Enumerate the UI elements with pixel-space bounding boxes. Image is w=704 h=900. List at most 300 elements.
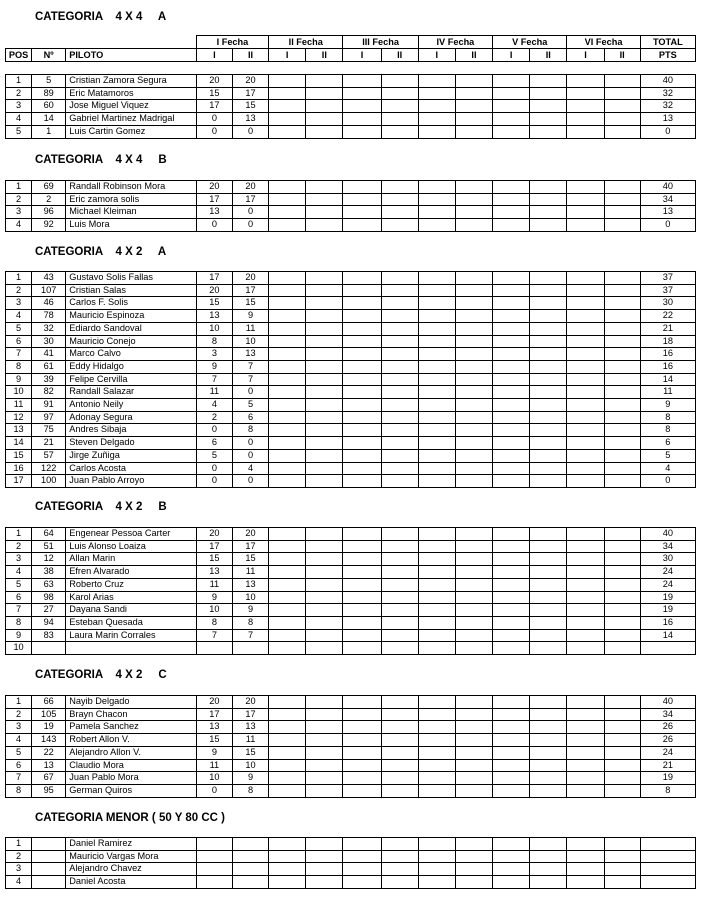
- driver-name-cell: Felipe Cervilla: [66, 373, 197, 386]
- fecha1-race2-cell: 20: [232, 272, 268, 285]
- position-cell: 5: [6, 746, 32, 759]
- empty-round-cell: [530, 75, 567, 88]
- empty-round-cell: [418, 75, 455, 88]
- empty-round-cell: [418, 206, 455, 219]
- empty-round-cell: [343, 591, 381, 604]
- empty-round-cell: [530, 708, 567, 721]
- fecha1-race2-cell: 7: [232, 629, 268, 642]
- empty-round-cell: [381, 553, 418, 566]
- driver-name-cell: Efren Alvarado: [66, 566, 197, 579]
- empty-round-cell: [418, 540, 455, 553]
- empty-round-cell: [306, 449, 343, 462]
- empty-round-cell: [455, 759, 492, 772]
- empty-round-cell: [604, 696, 640, 709]
- empty-round-cell: [269, 863, 306, 876]
- empty-round-cell: [343, 125, 381, 138]
- empty-round-cell: [381, 297, 418, 310]
- empty-round-cell: [381, 424, 418, 437]
- empty-round-cell: [493, 696, 530, 709]
- empty-round-cell: [455, 87, 492, 100]
- fecha1-race2-cell: [232, 850, 268, 863]
- fecha1-race1-cell: 15: [196, 87, 232, 100]
- empty-round-cell: [604, 360, 640, 373]
- empty-round-cell: [269, 272, 306, 285]
- empty-round-cell: [530, 696, 567, 709]
- empty-round-cell: [381, 125, 418, 138]
- total-points-cell: 21: [640, 322, 695, 335]
- table-row: [6, 348, 696, 361]
- driver-name-cell: Allan Marin: [66, 553, 197, 566]
- car-number-cell: 30: [32, 335, 66, 348]
- empty-round-cell: [418, 310, 455, 323]
- empty-round-cell: [306, 616, 343, 629]
- empty-round-cell: [418, 360, 455, 373]
- car-number-cell: 13: [32, 759, 66, 772]
- empty-round-cell: [418, 284, 455, 297]
- empty-round-cell: [530, 591, 567, 604]
- empty-round-cell: [604, 629, 640, 642]
- empty-round-cell: [269, 386, 306, 399]
- empty-round-cell: [269, 553, 306, 566]
- empty-round-cell: [306, 193, 343, 206]
- empty-round-cell: [455, 449, 492, 462]
- empty-round-cell: [530, 348, 567, 361]
- empty-round-cell: [567, 553, 604, 566]
- empty-round-cell: [306, 360, 343, 373]
- empty-round-cell: [493, 348, 530, 361]
- table-row: [6, 528, 696, 541]
- empty-round-cell: [381, 734, 418, 747]
- driver-name-cell: Carlos Acosta: [66, 462, 197, 475]
- fecha1-race1-cell: 8: [196, 616, 232, 629]
- empty-round-cell: [567, 181, 604, 194]
- empty-round-cell: [418, 113, 455, 126]
- empty-round-cell: [306, 437, 343, 450]
- driver-name-cell: Luis Cartin Gomez: [66, 125, 197, 138]
- empty-round-cell: [567, 125, 604, 138]
- fecha1-race1-cell: 17: [196, 100, 232, 113]
- empty-round-cell: [567, 386, 604, 399]
- empty-round-cell: [418, 604, 455, 617]
- empty-round-cell: [418, 193, 455, 206]
- table-row: [6, 322, 696, 335]
- empty-round-cell: [269, 87, 306, 100]
- empty-round-cell: [343, 449, 381, 462]
- empty-round-cell: [567, 876, 604, 889]
- empty-round-cell: [269, 734, 306, 747]
- position-cell: 8: [6, 784, 32, 797]
- empty-round-cell: [530, 850, 567, 863]
- empty-round-cell: [493, 360, 530, 373]
- total-points-cell: 32: [640, 100, 695, 113]
- driver-name-cell: Daniel Acosta: [66, 876, 197, 889]
- empty-round-cell: [530, 566, 567, 579]
- fecha1-race2-cell: 0: [232, 449, 268, 462]
- fecha1-race1-cell: 9: [196, 591, 232, 604]
- empty-round-cell: [269, 181, 306, 194]
- car-number-cell: [32, 876, 66, 889]
- empty-round-cell: [343, 553, 381, 566]
- car-number-cell: 38: [32, 566, 66, 579]
- car-number-cell: 2: [32, 193, 66, 206]
- empty-round-cell: [343, 437, 381, 450]
- empty-round-cell: [343, 721, 381, 734]
- empty-round-cell: [343, 386, 381, 399]
- empty-round-cell: [455, 113, 492, 126]
- category-title: CATEGORIA 4 X 4 B: [35, 154, 167, 166]
- header-round: II: [232, 49, 268, 62]
- empty-round-cell: [604, 578, 640, 591]
- empty-round-cell: [306, 348, 343, 361]
- empty-round-cell: [418, 322, 455, 335]
- fecha1-race1-cell: 2: [196, 411, 232, 424]
- empty-round-cell: [269, 125, 306, 138]
- empty-round-cell: [604, 528, 640, 541]
- fecha1-race1-cell: 0: [196, 462, 232, 475]
- empty-round-cell: [493, 181, 530, 194]
- empty-round-cell: [269, 373, 306, 386]
- fecha1-race2-cell: 15: [232, 746, 268, 759]
- results-table: [5, 527, 696, 655]
- empty-round-cell: [343, 734, 381, 747]
- table-row: [6, 784, 696, 797]
- fecha1-race1-cell: 13: [196, 206, 232, 219]
- empty-round-cell: [306, 310, 343, 323]
- position-cell: 9: [6, 373, 32, 386]
- position-cell: 13: [6, 424, 32, 437]
- fecha1-race2-cell: 17: [232, 540, 268, 553]
- empty-round-cell: [493, 322, 530, 335]
- empty-round-cell: [493, 759, 530, 772]
- empty-round-cell: [493, 125, 530, 138]
- empty-round-cell: [455, 629, 492, 642]
- fecha1-race1-cell: 0: [196, 475, 232, 488]
- fecha1-race1-cell: 17: [196, 708, 232, 721]
- empty-round-cell: [269, 876, 306, 889]
- empty-round-cell: [567, 759, 604, 772]
- empty-round-cell: [343, 100, 381, 113]
- driver-name-cell: Brayn Chacon: [66, 708, 197, 721]
- position-cell: 2: [6, 540, 32, 553]
- header-round: I: [343, 49, 381, 62]
- empty-round-cell: [604, 759, 640, 772]
- empty-round-cell: [455, 219, 492, 232]
- empty-round-cell: [418, 566, 455, 579]
- empty-round-cell: [604, 399, 640, 412]
- car-number-cell: 105: [32, 708, 66, 721]
- table-row: [6, 113, 696, 126]
- empty-round-cell: [269, 566, 306, 579]
- empty-round-cell: [343, 838, 381, 851]
- total-points-cell: 19: [640, 772, 695, 785]
- empty-round-cell: [530, 125, 567, 138]
- empty-round-cell: [493, 629, 530, 642]
- empty-round-cell: [604, 272, 640, 285]
- empty-round-cell: [306, 100, 343, 113]
- empty-round-cell: [604, 437, 640, 450]
- empty-round-cell: [493, 411, 530, 424]
- empty-round-cell: [381, 449, 418, 462]
- empty-round-cell: [530, 206, 567, 219]
- empty-round-cell: [343, 87, 381, 100]
- table-row: [6, 721, 696, 734]
- empty-round-cell: [567, 578, 604, 591]
- empty-round-cell: [604, 566, 640, 579]
- table-row: [6, 125, 696, 138]
- fecha1-race2-cell: [232, 863, 268, 876]
- table-row: [6, 272, 696, 285]
- fecha1-race2-cell: 8: [232, 616, 268, 629]
- total-points-cell: 40: [640, 528, 695, 541]
- total-points-cell: [640, 642, 695, 655]
- table-row: [6, 449, 696, 462]
- fecha1-race1-cell: 3: [196, 348, 232, 361]
- empty-round-cell: [381, 642, 418, 655]
- category-title: CATEGORIA 4 X 4 A: [35, 11, 167, 23]
- empty-round-cell: [455, 348, 492, 361]
- fecha1-race2-cell: 15: [232, 553, 268, 566]
- table-row: [6, 335, 696, 348]
- driver-name-cell: Randall Robinson Mora: [66, 181, 197, 194]
- fecha1-race2-cell: 7: [232, 373, 268, 386]
- empty-round-cell: [455, 75, 492, 88]
- empty-round-cell: [567, 616, 604, 629]
- fecha1-race2-cell: 0: [232, 206, 268, 219]
- empty-round-cell: [493, 297, 530, 310]
- table-row: [6, 424, 696, 437]
- position-cell: 4: [6, 734, 32, 747]
- empty-round-cell: [604, 734, 640, 747]
- fecha1-race2-cell: 15: [232, 297, 268, 310]
- total-points-cell: 0: [640, 475, 695, 488]
- empty-round-cell: [455, 838, 492, 851]
- empty-round-cell: [381, 604, 418, 617]
- total-points-cell: 4: [640, 462, 695, 475]
- car-number-cell: 83: [32, 629, 66, 642]
- driver-name-cell: Juan Pablo Arroyo: [66, 475, 197, 488]
- empty-round-cell: [269, 297, 306, 310]
- empty-round-cell: [567, 113, 604, 126]
- empty-round-cell: [269, 193, 306, 206]
- empty-round-cell: [530, 578, 567, 591]
- empty-round-cell: [604, 386, 640, 399]
- position-cell: 4: [6, 113, 32, 126]
- empty-round-cell: [493, 850, 530, 863]
- empty-round-cell: [530, 411, 567, 424]
- fecha1-race1-cell: [196, 838, 232, 851]
- car-number-cell: [32, 863, 66, 876]
- empty-round-cell: [455, 322, 492, 335]
- fecha1-race2-cell: 20: [232, 696, 268, 709]
- empty-round-cell: [306, 850, 343, 863]
- empty-round-cell: [604, 297, 640, 310]
- empty-round-cell: [455, 284, 492, 297]
- empty-round-cell: [455, 272, 492, 285]
- driver-name-cell: Roberto Cruz: [66, 578, 197, 591]
- empty-round-cell: [455, 746, 492, 759]
- empty-round-cell: [381, 528, 418, 541]
- empty-round-cell: [455, 566, 492, 579]
- empty-round-cell: [418, 411, 455, 424]
- empty-round-cell: [306, 373, 343, 386]
- empty-round-cell: [604, 206, 640, 219]
- empty-round-cell: [493, 578, 530, 591]
- driver-name-cell: Juan Pablo Mora: [66, 772, 197, 785]
- car-number-cell: 5: [32, 75, 66, 88]
- empty-round-cell: [604, 449, 640, 462]
- fecha1-race1-cell: [196, 876, 232, 889]
- position-cell: 2: [6, 193, 32, 206]
- table-row: [6, 87, 696, 100]
- empty-round-cell: [530, 721, 567, 734]
- empty-round-cell: [530, 113, 567, 126]
- empty-round-cell: [418, 386, 455, 399]
- car-number-cell: 98: [32, 591, 66, 604]
- fecha1-race2-cell: 0: [232, 475, 268, 488]
- empty-round-cell: [343, 206, 381, 219]
- position-cell: 1: [6, 696, 32, 709]
- fecha1-race1-cell: 9: [196, 746, 232, 759]
- total-points-cell: 16: [640, 616, 695, 629]
- empty-round-cell: [343, 566, 381, 579]
- empty-round-cell: [604, 784, 640, 797]
- empty-round-cell: [381, 75, 418, 88]
- empty-round-cell: [530, 838, 567, 851]
- empty-round-cell: [343, 75, 381, 88]
- driver-name-cell: Luis Mora: [66, 219, 197, 232]
- empty-round-cell: [604, 75, 640, 88]
- total-points-cell: 9: [640, 399, 695, 412]
- position-cell: 2: [6, 708, 32, 721]
- empty-round-cell: [306, 528, 343, 541]
- category-title: CATEGORIA 4 X 2 A: [35, 246, 167, 258]
- position-cell: 1: [6, 838, 32, 851]
- total-points-cell: [640, 876, 695, 889]
- fecha1-race1-cell: 11: [196, 386, 232, 399]
- table-row: [6, 206, 696, 219]
- empty-round-cell: [530, 386, 567, 399]
- total-points-cell: 21: [640, 759, 695, 772]
- position-cell: 4: [6, 219, 32, 232]
- driver-name-cell: [66, 642, 197, 655]
- driver-name-cell: Laura Marin Corrales: [66, 629, 197, 642]
- fecha1-race1-cell: [196, 850, 232, 863]
- fecha1-race2-cell: 11: [232, 322, 268, 335]
- driver-name-cell: Cristian Zamora Segura: [66, 75, 197, 88]
- empty-round-cell: [455, 876, 492, 889]
- table-row: [6, 181, 696, 194]
- total-points-cell: 8: [640, 411, 695, 424]
- empty-round-cell: [604, 87, 640, 100]
- empty-round-cell: [455, 411, 492, 424]
- table-row: [6, 540, 696, 553]
- driver-name-cell: Daniel Ramirez: [66, 838, 197, 851]
- position-cell: 2: [6, 284, 32, 297]
- empty-round-cell: [493, 386, 530, 399]
- empty-round-cell: [604, 540, 640, 553]
- fecha1-race2-cell: 17: [232, 708, 268, 721]
- empty-round-cell: [343, 322, 381, 335]
- empty-round-cell: [493, 87, 530, 100]
- header-spacer: [32, 36, 66, 49]
- empty-round-cell: [306, 863, 343, 876]
- empty-round-cell: [493, 75, 530, 88]
- table-row: [6, 734, 696, 747]
- fecha1-race2-cell: 4: [232, 462, 268, 475]
- position-cell: 4: [6, 566, 32, 579]
- empty-round-cell: [306, 708, 343, 721]
- empty-round-cell: [269, 784, 306, 797]
- driver-name-cell: Mauricio Espinoza: [66, 310, 197, 323]
- driver-name-cell: Gabriel Martinez Madrigal: [66, 113, 197, 126]
- empty-round-cell: [604, 310, 640, 323]
- empty-round-cell: [604, 113, 640, 126]
- empty-round-cell: [530, 553, 567, 566]
- empty-round-cell: [567, 746, 604, 759]
- empty-round-cell: [530, 604, 567, 617]
- position-cell: 3: [6, 863, 32, 876]
- empty-round-cell: [381, 322, 418, 335]
- empty-round-cell: [604, 746, 640, 759]
- empty-round-cell: [418, 696, 455, 709]
- empty-round-cell: [567, 462, 604, 475]
- position-cell: 11: [6, 399, 32, 412]
- fecha1-race1-cell: 7: [196, 629, 232, 642]
- empty-round-cell: [455, 462, 492, 475]
- empty-round-cell: [455, 125, 492, 138]
- header-spacer: [6, 36, 32, 49]
- empty-round-cell: [530, 373, 567, 386]
- empty-round-cell: [306, 206, 343, 219]
- empty-round-cell: [343, 373, 381, 386]
- total-points-cell: 40: [640, 696, 695, 709]
- empty-round-cell: [418, 708, 455, 721]
- empty-round-cell: [493, 591, 530, 604]
- empty-round-cell: [343, 193, 381, 206]
- total-points-cell: 32: [640, 87, 695, 100]
- empty-round-cell: [381, 540, 418, 553]
- empty-round-cell: [306, 553, 343, 566]
- header-round: I: [196, 49, 232, 62]
- empty-round-cell: [418, 746, 455, 759]
- empty-round-cell: [381, 310, 418, 323]
- empty-round-cell: [604, 125, 640, 138]
- header-pos: POS: [6, 49, 32, 62]
- empty-round-cell: [381, 181, 418, 194]
- empty-round-cell: [418, 876, 455, 889]
- empty-round-cell: [530, 449, 567, 462]
- empty-round-cell: [604, 181, 640, 194]
- empty-round-cell: [381, 863, 418, 876]
- car-number-cell: 96: [32, 206, 66, 219]
- empty-round-cell: [604, 604, 640, 617]
- empty-round-cell: [493, 310, 530, 323]
- empty-round-cell: [306, 87, 343, 100]
- empty-round-cell: [306, 578, 343, 591]
- empty-round-cell: [269, 411, 306, 424]
- empty-round-cell: [418, 335, 455, 348]
- empty-round-cell: [455, 616, 492, 629]
- empty-round-cell: [530, 272, 567, 285]
- table-row: [6, 708, 696, 721]
- position-cell: 5: [6, 322, 32, 335]
- empty-round-cell: [381, 411, 418, 424]
- empty-round-cell: [567, 100, 604, 113]
- total-points-cell: 18: [640, 335, 695, 348]
- empty-round-cell: [343, 297, 381, 310]
- empty-round-cell: [455, 528, 492, 541]
- empty-round-cell: [306, 876, 343, 889]
